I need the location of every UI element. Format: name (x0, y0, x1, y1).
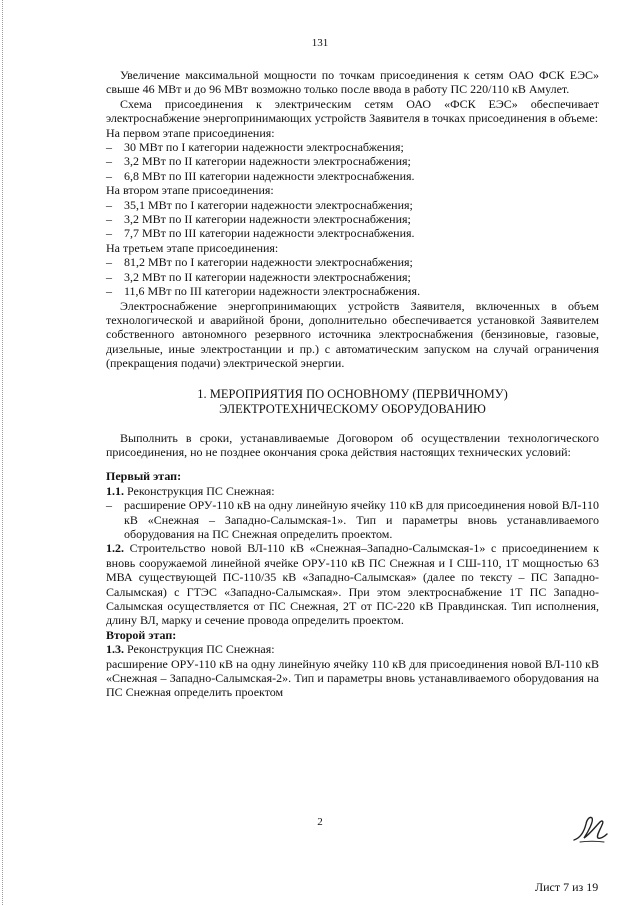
item-1-1-number: 1.1. (106, 483, 124, 498)
paragraph-capacity-increase: Увеличение максимальной мощности по точкам присоединения к сетям ОАО ФСК ЕЭС» свыше 46 МВт и до 96 МВт возможно только после ввода в работу ПС 220/110 кВ Амулет. (106, 68, 599, 97)
section-title (106, 387, 599, 417)
signature-mark (570, 812, 610, 846)
list-item: – 3,2 МВт по II категории надежности электроснабжения; (106, 270, 599, 284)
stage-label: На втором этапе присоединения: (106, 183, 274, 198)
list-item: – 30 МВт по I категории надежности электроснабжения; (106, 140, 599, 154)
scan-edge-line (2, 0, 4, 905)
paragraph-connection-scheme: Схема присоединения к электрическим сетям ОАО «ФСК ЕЭС» обеспечивает электроснабжение энергопринимающих устройств Заявителя в точках присоединения в объеме: (106, 96, 599, 126)
item-1-2-number: 1.2. (106, 541, 124, 556)
paragraph-backup-source: Электроснабжение энергопринимающих устройств Заявителя, включенных в объем технологической и аварийной брони, дополнительно обеспечивается установкой Заявителем собственного автономного резервного источника электроснабжения (бензиновые, газовые, дизельные, иные электростанции и пр.) с автоматическим запуском на случай ограничения (прекращения подачи) электрической энергии. (106, 298, 599, 371)
item-1-1-detail: – расширение ОРУ-110 кВ на одну линейную ячейку 110 кВ для присоединения новой ВЛ-110 кВ «Снежная – Западно-Салымская-1». Тип и параметры вновь устанавливаемого оборудования на ПС Снежная определить проектом. (106, 498, 599, 541)
list-item: – 3,2 МВт по II категории надежности электроснабжения; (106, 154, 599, 168)
stage1-heading: Первый этап: (106, 469, 182, 484)
stage-first-block (106, 126, 599, 184)
item-1-3-number: 1.3. (106, 642, 124, 657)
list-item: – 35,1 МВт по I категории надежности электроснабжения; (106, 198, 599, 212)
stage-second-block (106, 183, 599, 241)
stage-label: На третьем этапе присоединения: (106, 240, 279, 255)
bottom-page-number: 2 (317, 816, 323, 828)
item-1-3-text: Реконструкция ПС Снежная: (124, 642, 275, 657)
sheet-counter: Лист 7 из 19 (535, 880, 599, 894)
stage2-heading: Второй этап: (106, 627, 177, 642)
top-page-number: 131 (311, 37, 329, 49)
item-1-1 (106, 484, 599, 498)
list-item: – 6,8 МВт по III категории надежности электроснабжения. (106, 169, 599, 183)
item-1-2 (106, 541, 599, 627)
list-item: – 7,7 МВт по III категории надежности электроснабжения. (106, 226, 599, 240)
item-1-3 (106, 642, 599, 656)
stage-third-block (106, 241, 599, 299)
document-body (106, 68, 599, 700)
paragraph-intro: Выполнить в сроки, устанавливаемые Договором об осуществлении технологического присоединения, но не позднее окончания срока действия настоящих технических условий: (106, 430, 599, 459)
item-1-1-text: Реконструкция ПС Снежная: (124, 483, 275, 498)
item-1-2-text: Строительство новой ВЛ-110 кВ «Снежная–Западно-Салымская-1» с присоединением к вновь сооружаемой линейной ячейке ОРУ-110 кВ ПС Снежная и I СШ-110, 1Т мощностью 63 МВА существующей ПС-110/35 кВ «Западно-Салымская» (далее по тексту – ПС Западно-Салымская) с ГТЭС «Западно-Салымская». При этом электроснабжение 1Т ПС Западно-Салымская осуществляется от ПС Снежная, 2Т от ПС-220 кВ Правдинская. Тип исполнения, длину ВЛ, марку и сечение провода определить проектом. (106, 541, 599, 628)
section-title-line1: 1. МЕРОПРИЯТИЯ ПО ОСНОВНОМУ (ПЕРВИЧНОМУ) (197, 386, 508, 401)
list-item: – 81,2 МВт по I категории надежности электроснабжения; (106, 255, 599, 269)
list-item: – 3,2 МВт по II категории надежности электроснабжения; (106, 212, 599, 226)
item-1-3-detail: расширение ОРУ-110 кВ на одну линейную ячейку 110 кВ для присоединения новой ВЛ-110 кВ «Снежная – Западно-Салымская-2». Тип и параметры вновь устанавливаемого оборудования на ПС Снежная определить проектом (106, 656, 599, 700)
stage-label: На первом этапе присоединения: (106, 125, 275, 140)
section-title-line2: ЭЛЕКТРОТЕХНИЧЕСКОМУ ОБОРУДОВАНИЮ (219, 401, 486, 416)
list-item: – 11,6 МВт по III категории надежности электроснабжения. (106, 284, 599, 298)
